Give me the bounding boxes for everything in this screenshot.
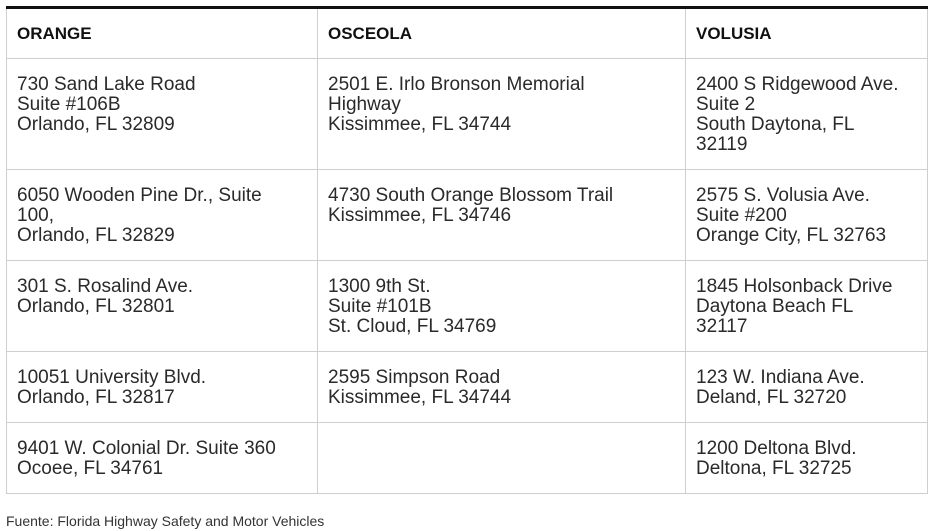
address-line: 4730 South Orange Blossom Trail bbox=[328, 185, 614, 206]
address-cell-volusia bbox=[686, 352, 928, 423]
address-line: Daytona Beach FL bbox=[696, 296, 854, 317]
address-cell-volusia bbox=[686, 170, 928, 261]
address-cell-orange bbox=[7, 59, 318, 170]
table-row bbox=[7, 423, 928, 494]
address-cell-volusia bbox=[686, 59, 928, 170]
address-line: Orlando, FL 32809 bbox=[17, 114, 175, 135]
address-cell-volusia bbox=[686, 423, 928, 494]
offices-table bbox=[6, 6, 928, 494]
address-line: 6050 Wooden Pine Dr., Suite bbox=[17, 185, 262, 206]
address-cell-osceola-empty bbox=[318, 423, 686, 494]
address-cell-osceola bbox=[318, 261, 686, 352]
address-line: Orlando, FL 32817 bbox=[17, 387, 175, 408]
address-line: 1845 Holsonback Drive bbox=[696, 276, 893, 297]
address-line: Suite #101B bbox=[328, 296, 432, 317]
address-line: Highway bbox=[328, 94, 401, 115]
header-orange: ORANGE bbox=[7, 8, 318, 59]
source-caption: Fuente: Florida Highway Safety and Motor Vehicles bbox=[6, 513, 325, 529]
address-cell-osceola bbox=[318, 352, 686, 423]
address-line: 301 S. Rosalind Ave. bbox=[17, 276, 194, 297]
address-line: Kissimmee, FL 34746 bbox=[328, 205, 512, 226]
table-row bbox=[7, 352, 928, 423]
address-cell-volusia bbox=[686, 261, 928, 352]
address-line: Orlando, FL 32801 bbox=[17, 296, 175, 317]
header-osceola: OSCEOLA bbox=[318, 8, 686, 59]
address-line: 2501 E. Irlo Bronson Memorial bbox=[328, 74, 585, 95]
address-line: Orange City, FL 32763 bbox=[696, 225, 887, 246]
header-volusia: VOLUSIA bbox=[686, 8, 928, 59]
address-cell-orange bbox=[7, 352, 318, 423]
address-line: 1300 9th St. bbox=[328, 276, 431, 297]
address-line: 32119 bbox=[696, 134, 748, 155]
address-line: Suite 2 bbox=[696, 94, 756, 115]
address-line: 2575 S. Volusia Ave. bbox=[696, 185, 870, 206]
address-line: 100, bbox=[17, 205, 54, 226]
table-row bbox=[7, 59, 928, 170]
address-line: Kissimmee, FL 34744 bbox=[328, 387, 512, 408]
address-line: 2400 S Ridgewood Ave. bbox=[696, 74, 899, 95]
address-line: South Daytona, FL bbox=[696, 114, 855, 135]
address-line: St. Cloud, FL 34769 bbox=[328, 316, 497, 337]
address-line: Suite #106B bbox=[17, 94, 121, 115]
address-line: Deland, FL 32720 bbox=[696, 387, 847, 408]
address-line: 10051 University Blvd. bbox=[17, 367, 207, 388]
address-line: 32117 bbox=[696, 316, 748, 337]
address-line: 730 Sand Lake Road bbox=[17, 74, 196, 95]
address-cell-orange bbox=[7, 170, 318, 261]
address-line: Orlando, FL 32829 bbox=[17, 225, 175, 246]
table-row bbox=[7, 261, 928, 352]
address-cell-osceola bbox=[318, 59, 686, 170]
address-line: Deltona, FL 32725 bbox=[696, 458, 852, 479]
address-line: 123 W. Indiana Ave. bbox=[696, 367, 865, 388]
table-row bbox=[7, 170, 928, 261]
address-line: Ocoee, FL 34761 bbox=[17, 458, 164, 479]
address-line: 1200 Deltona Blvd. bbox=[696, 438, 857, 459]
address-line: 9401 W. Colonial Dr. Suite 360 bbox=[17, 438, 276, 459]
address-line: Suite #200 bbox=[696, 205, 787, 226]
address-cell-orange bbox=[7, 261, 318, 352]
address-line: Kissimmee, FL 34744 bbox=[328, 114, 512, 135]
address-line: 2595 Simpson Road bbox=[328, 367, 501, 388]
address-cell-orange bbox=[7, 423, 318, 494]
address-cell-osceola bbox=[318, 170, 686, 261]
table-header-row bbox=[7, 8, 928, 59]
